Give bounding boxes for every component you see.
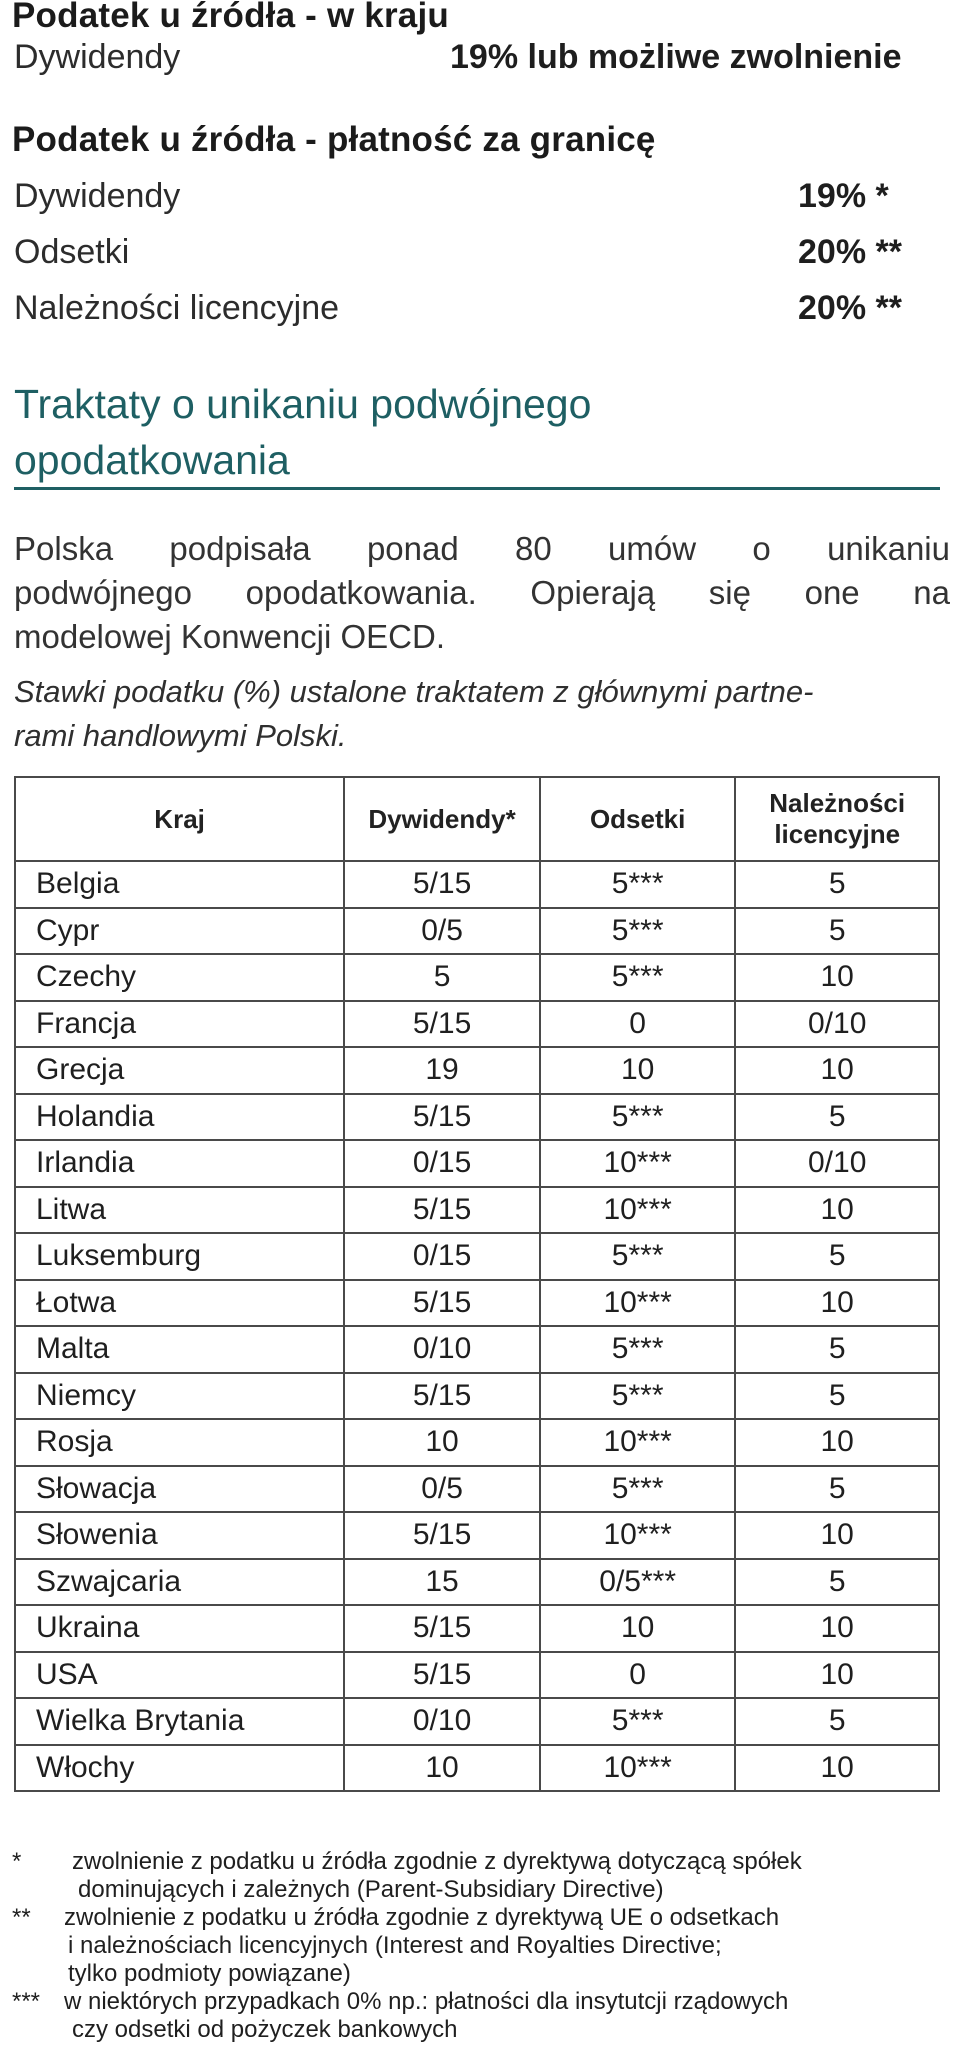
dividends-cell: 0/10 <box>344 1698 540 1745</box>
royalties-cell: 10 <box>735 1605 939 1652</box>
interest-cell: 10*** <box>540 1745 735 1792</box>
interest-cell: 5*** <box>540 1466 735 1513</box>
footnote-line: dominujących i zależnych (Parent-Subsidiary Directive) <box>78 1876 664 1903</box>
dividends-cell: 19 <box>344 1047 540 1094</box>
country-cell: Irlandia <box>15 1140 344 1187</box>
dividends-cell: 0/15 <box>344 1233 540 1280</box>
dividends-cell: 0/15 <box>344 1140 540 1187</box>
royalties-cell: 5 <box>735 1698 939 1745</box>
footnote-line: w niektórych przypadkach 0% np.: płatności dla insytutcji rządowych <box>64 1988 789 2015</box>
table-row <box>15 1326 939 1373</box>
royalties-cell: 10 <box>735 1419 939 1466</box>
rate-label: Dywidendy <box>14 38 181 76</box>
table-row <box>15 1094 939 1141</box>
interest-cell: 5*** <box>540 1698 735 1745</box>
royalties-cell: 5 <box>735 1466 939 1513</box>
interest-cell: 10 <box>540 1047 735 1094</box>
footnote-line: i należnościach licencyjnych (Interest and Royalties Directive; <box>68 1932 722 1959</box>
header-royalties <box>735 777 939 861</box>
header-royalties-line: Należności <box>769 788 906 818</box>
table-row <box>15 954 939 1001</box>
royalties-cell: 0/10 <box>735 1140 939 1187</box>
royalties-cell: 10 <box>735 1512 939 1559</box>
country-cell: Łotwa <box>15 1280 344 1327</box>
treaties-heading-line: opodatkowania <box>14 437 290 483</box>
section-divider <box>14 487 940 490</box>
royalties-cell: 0/10 <box>735 1001 939 1048</box>
dividends-cell: 5/15 <box>344 861 540 908</box>
treaties-heading-line: Traktaty o unikaniu podwójnego <box>14 381 592 427</box>
interest-cell: 5*** <box>540 861 735 908</box>
royalties-cell: 10 <box>735 1745 939 1792</box>
footnote-line: zwolnienie z podatku u źródła zgodnie z dyrektywą dotyczącą spółek <box>72 1848 802 1875</box>
interest-cell: 5*** <box>540 1233 735 1280</box>
royalties-cell: 5 <box>735 1326 939 1373</box>
table-row <box>15 1233 939 1280</box>
table-row <box>15 1559 939 1606</box>
dividends-cell: 5/15 <box>344 1373 540 1420</box>
dividends-cell: 10 <box>344 1745 540 1792</box>
table-row <box>15 908 939 955</box>
country-cell: Słowenia <box>15 1512 344 1559</box>
dividends-cell: 0/10 <box>344 1326 540 1373</box>
interest-cell: 10*** <box>540 1419 735 1466</box>
intro-line: Polska podpisała ponad 80 umów o unikaniu <box>14 530 950 567</box>
footnote-mark: * <box>12 1848 22 1875</box>
table-row <box>15 861 939 908</box>
caption-line: rami handlowymi Polski. <box>14 718 347 753</box>
rate-value: 20% ** <box>798 233 902 271</box>
table-row <box>15 1512 939 1559</box>
country-cell: Luksemburg <box>15 1233 344 1280</box>
royalties-cell: 10 <box>735 954 939 1001</box>
dividends-cell: 0/5 <box>344 1466 540 1513</box>
royalties-cell: 5 <box>735 1373 939 1420</box>
country-cell: Włochy <box>15 1745 344 1792</box>
interest-cell: 5*** <box>540 1094 735 1141</box>
header-country: Kraj <box>15 777 344 861</box>
country-cell: Francja <box>15 1001 344 1048</box>
table-row <box>15 1047 939 1094</box>
interest-cell: 5*** <box>540 1326 735 1373</box>
table-row <box>15 1140 939 1187</box>
table-header-row <box>15 777 939 861</box>
treaty-rates-table <box>14 776 940 1792</box>
interest-cell: 5*** <box>540 908 735 955</box>
rate-label: Dywidendy <box>14 177 181 215</box>
footnote-mark: *** <box>12 1988 41 2015</box>
table-caption <box>14 670 950 758</box>
interest-cell: 10*** <box>540 1280 735 1327</box>
royalties-cell: 5 <box>735 1094 939 1141</box>
dividends-cell: 15 <box>344 1559 540 1606</box>
royalties-cell: 10 <box>735 1047 939 1094</box>
interest-cell: 0/5*** <box>540 1559 735 1606</box>
dividends-cell: 5/15 <box>344 1094 540 1141</box>
interest-cell: 10*** <box>540 1140 735 1187</box>
header-royalties-line: licencyjne <box>774 819 901 849</box>
interest-cell: 10*** <box>540 1512 735 1559</box>
royalties-cell: 5 <box>735 1233 939 1280</box>
rate-value: 19% lub możliwe zwolnienie <box>450 38 902 76</box>
country-cell: Szwajcaria <box>15 1559 344 1606</box>
interest-cell: 10*** <box>540 1187 735 1234</box>
footnotes <box>12 1848 942 2044</box>
country-cell: Litwa <box>15 1187 344 1234</box>
country-cell: Grecja <box>15 1047 344 1094</box>
royalties-cell: 10 <box>735 1280 939 1327</box>
country-cell: USA <box>15 1652 344 1699</box>
royalties-cell: 10 <box>735 1652 939 1699</box>
table-row <box>15 1001 939 1048</box>
rate-label: Odsetki <box>14 233 130 271</box>
domestic-tax-heading: Podatek u źródła - w kraju <box>12 0 449 35</box>
table-row <box>15 1187 939 1234</box>
country-cell: Rosja <box>15 1419 344 1466</box>
table-row <box>15 1466 939 1513</box>
footnote <box>12 1904 942 1988</box>
footnote-line: czy odsetki od pożyczek bankowych <box>72 2016 458 2043</box>
dividends-cell: 5 <box>344 954 540 1001</box>
country-cell: Słowacja <box>15 1466 344 1513</box>
rate-label: Należności licencyjne <box>14 289 340 327</box>
table-row <box>15 1605 939 1652</box>
dividends-cell: 5/15 <box>344 1187 540 1234</box>
table-body <box>15 861 939 1791</box>
royalties-cell: 5 <box>735 1559 939 1606</box>
header-interest: Odsetki <box>540 777 735 861</box>
intro-line: modelowej Konwencji OECD. <box>14 618 446 655</box>
country-cell: Malta <box>15 1326 344 1373</box>
royalties-cell: 10 <box>735 1187 939 1234</box>
interest-cell: 10 <box>540 1605 735 1652</box>
royalties-cell: 5 <box>735 908 939 955</box>
dividends-cell: 10 <box>344 1419 540 1466</box>
interest-cell: 0 <box>540 1652 735 1699</box>
interest-cell: 5*** <box>540 1373 735 1420</box>
header-dividends: Dywidendy* <box>344 777 540 861</box>
country-cell: Niemcy <box>15 1373 344 1420</box>
treaties-heading <box>14 376 914 488</box>
footnote <box>12 1848 942 1904</box>
footnote-line: tylko podmioty powiązane) <box>68 1960 351 1987</box>
table-row <box>15 1373 939 1420</box>
interest-cell: 5*** <box>540 954 735 1001</box>
dividends-cell: 5/15 <box>344 1605 540 1652</box>
country-cell: Cypr <box>15 908 344 955</box>
footnote-mark: ** <box>12 1904 31 1931</box>
country-cell: Wielka Brytania <box>15 1698 344 1745</box>
rate-value: 19% * <box>798 177 889 215</box>
country-cell: Czechy <box>15 954 344 1001</box>
intro-line: podwójnego opodatkowania. Opierają się one na <box>14 574 950 611</box>
caption-line: Stawki podatku (%) ustalone traktatem z głównymi partne- <box>14 674 814 709</box>
dividends-cell: 5/15 <box>344 1280 540 1327</box>
dividends-cell: 0/5 <box>344 908 540 955</box>
dividends-cell: 5/15 <box>344 1652 540 1699</box>
dividends-cell: 5/15 <box>344 1512 540 1559</box>
table-row <box>15 1419 939 1466</box>
interest-cell: 0 <box>540 1001 735 1048</box>
table-row <box>15 1698 939 1745</box>
country-cell: Holandia <box>15 1094 344 1141</box>
footnote-line: zwolnienie z podatku u źródła zgodnie z dyrektywą UE o odsetkach <box>64 1904 780 1931</box>
table-row <box>15 1652 939 1699</box>
table-row <box>15 1745 939 1792</box>
country-cell: Ukraina <box>15 1605 344 1652</box>
table-row <box>15 1280 939 1327</box>
dividends-cell: 5/15 <box>344 1001 540 1048</box>
royalties-cell: 5 <box>735 861 939 908</box>
country-cell: Belgia <box>15 861 344 908</box>
foreign-tax-heading: Podatek u źródła - płatność za granicę <box>12 120 656 159</box>
rate-value: 20% ** <box>798 289 902 327</box>
footnote <box>12 1988 942 2044</box>
treaties-intro-paragraph <box>14 527 950 659</box>
